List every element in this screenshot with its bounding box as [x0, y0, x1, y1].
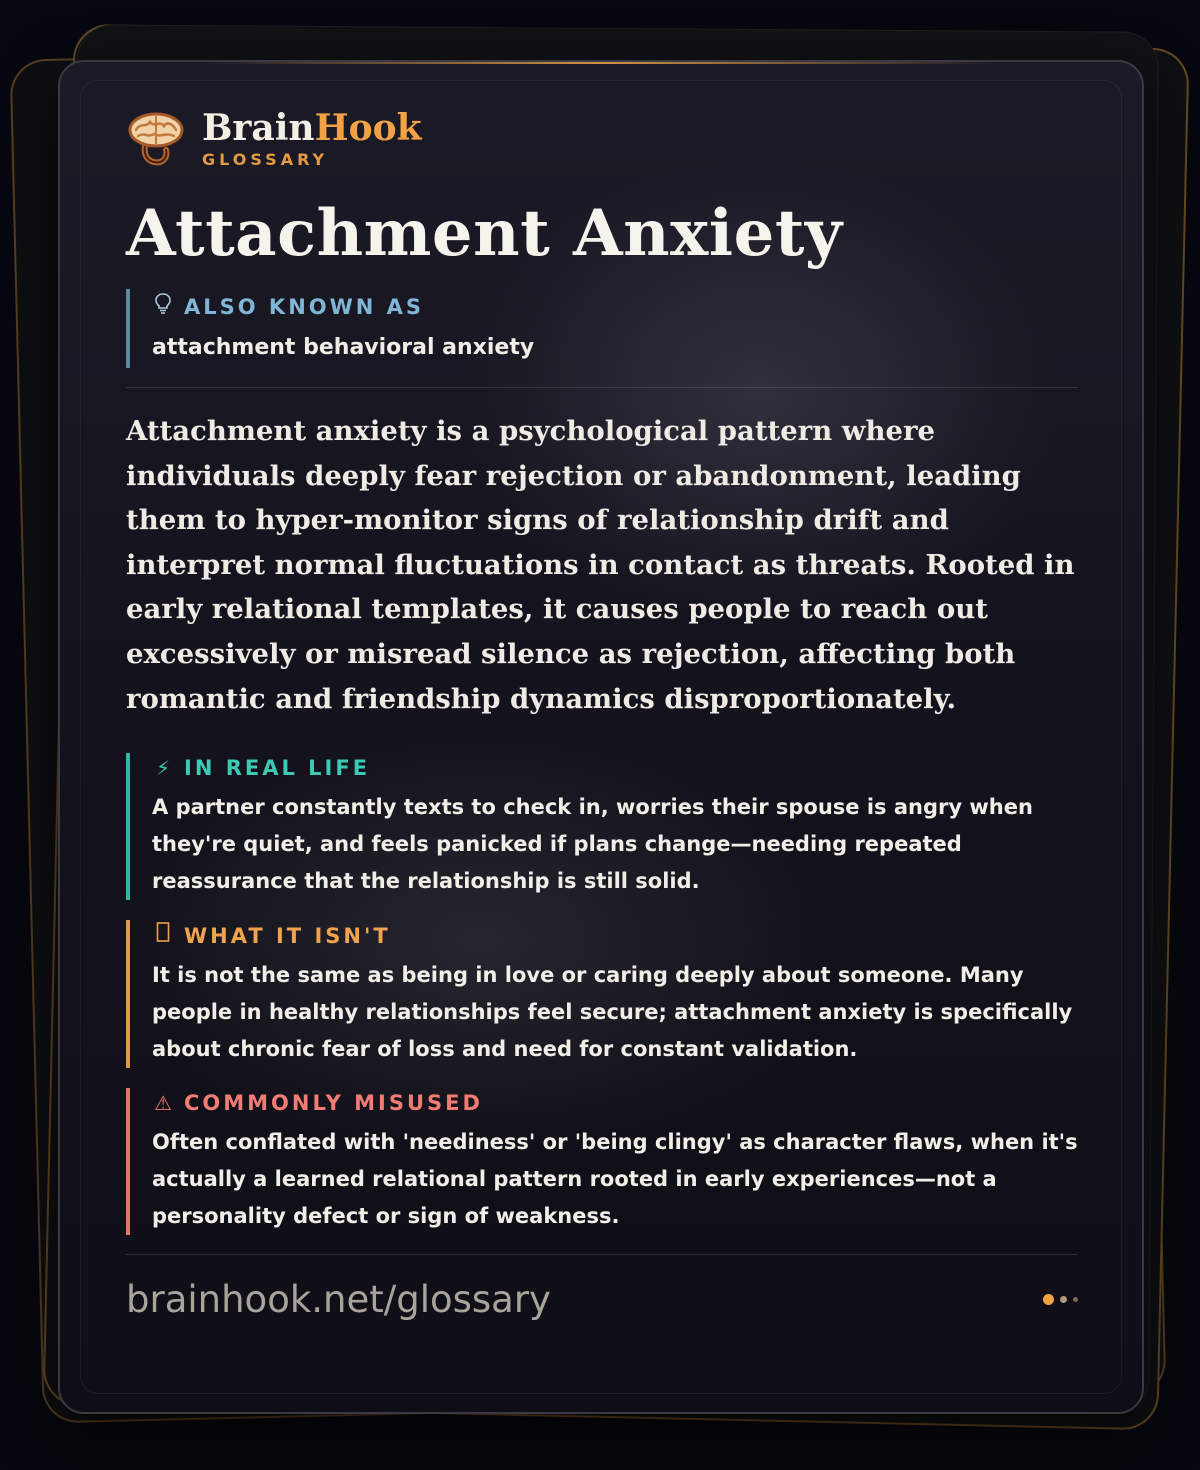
term-definition: Attachment anxiety is a psychological pattern where individuals deeply fear rejection or abandonment, leading them to hyper-monitor signs of relationship drift and interpret normal fluctuations in contact as threats. Rooted in early relational templates, it causes people to reach out excessively or misread silence as rejection, affecting both romantic and friendship dynamics disproportionately.	[126, 415, 1075, 715]
brand-subtitle: GLOSSARY	[202, 149, 329, 169]
what-it-isnt-section	[126, 920, 1078, 1068]
also-known-as-heading: ALSO KNOWN AS	[184, 294, 425, 319]
card-content	[126, 106, 1078, 1327]
brand-name	[202, 108, 422, 148]
divider	[126, 387, 1078, 388]
brand-header	[126, 106, 1078, 170]
commonly-misused-heading: COMMONLY MISUSED	[184, 1091, 483, 1116]
brand-name-part1: Brain	[202, 106, 315, 149]
card-footer	[126, 1271, 1078, 1327]
what-it-isnt-heading: WHAT IT ISN'T	[184, 923, 391, 948]
also-known-as-section	[126, 289, 1078, 368]
lightbulb-icon	[152, 292, 174, 321]
brand-text	[202, 108, 422, 169]
pagination-dots	[1043, 1294, 1078, 1305]
pagination-dot	[1060, 1296, 1067, 1303]
missing-glyph-icon	[152, 921, 174, 950]
commonly-misused-section	[126, 1088, 1078, 1235]
in-real-life-section	[126, 753, 1078, 900]
footer-divider	[126, 1254, 1078, 1255]
in-real-life-heading-row	[152, 754, 1078, 782]
what-it-isnt-body: It is not the same as being in love or caring deeply about someone. Many people in healthy relationships feel secure; attachment anxiety is specifically about chronic fear of loss and need for constant validation.	[152, 963, 1073, 1062]
term-title: Attachment Anxiety	[126, 196, 843, 271]
what-it-isnt-heading-row	[152, 921, 1078, 950]
in-real-life-body: A partner constantly texts to check in, worries their spouse is angry when they're quiet, and feels panicked if plans change—needing repeated reassurance that the relationship is still solid.	[152, 795, 1033, 894]
lightning-icon: ⚡	[155, 756, 171, 781]
warning-icon: ⚠	[154, 1091, 172, 1116]
in-real-life-heading: IN REAL LIFE	[184, 756, 371, 781]
glossary-card	[58, 60, 1144, 1414]
pagination-dot	[1073, 1297, 1078, 1302]
footer-url[interactable]: brainhook.net/glossary	[126, 1277, 551, 1321]
brand-name-part2: Hook	[314, 106, 422, 149]
also-known-as-value: attachment behavioral anxiety	[152, 335, 535, 360]
pagination-dot-active	[1043, 1294, 1054, 1305]
brain-hook-logo-icon	[126, 108, 186, 168]
commonly-misused-heading-row	[152, 1089, 1078, 1117]
commonly-misused-body: Often conflated with 'neediness' or 'being clingy' as character flaws, when it's actually a learned relational pattern rooted in early experiences—not a personality defect or sign of weakness.	[152, 1130, 1078, 1229]
also-known-as-heading-row	[152, 292, 1078, 321]
